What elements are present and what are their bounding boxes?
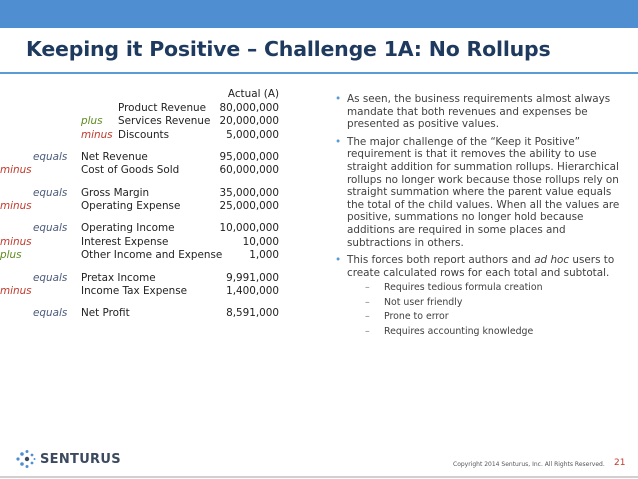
statement-row (0, 151, 300, 165)
line-item-value: 9,991,000 (226, 271, 279, 284)
column-header-actual: Actual (A) (227, 88, 279, 100)
operator-equals: equals (33, 150, 68, 163)
statement-row (0, 129, 300, 143)
line-item-label: Discounts (118, 128, 170, 141)
bullet-item (332, 254, 622, 337)
group-gap (0, 214, 300, 223)
sub-bullet-item (347, 297, 622, 309)
statement-row (0, 236, 300, 250)
senturus-logo (14, 448, 121, 470)
logo-mark-icon (14, 448, 36, 470)
line-item-label: Operating Expense (81, 200, 181, 213)
line-item-value: 80,000,000 (219, 101, 279, 114)
line-item-label: Gross Margin (81, 186, 150, 199)
statement-row (0, 272, 300, 286)
operator-minus: minus (0, 200, 32, 213)
income-statement (0, 88, 300, 321)
dash-icon: – (365, 296, 370, 308)
line-item-label: Net Profit (81, 307, 130, 320)
dash-icon: – (365, 282, 370, 294)
operator-minus: minus (0, 164, 32, 177)
operator-equals: equals (33, 271, 68, 284)
top-accent-bar (0, 0, 638, 28)
bullet-dot-icon: • (335, 93, 342, 105)
statement-row (0, 285, 300, 299)
line-item-label: Services Revenue (118, 115, 211, 128)
line-item-value: 60,000,000 (219, 164, 279, 177)
bullet-list (332, 93, 622, 342)
statement-row (0, 200, 300, 214)
dash-icon: – (365, 325, 370, 337)
line-item-label: Operating Income (81, 222, 175, 235)
line-item-value: 1,000 (249, 249, 279, 262)
operator-equals: equals (33, 307, 68, 320)
bullet-dot-icon: • (335, 254, 342, 267)
line-item-value: 5,000,000 (226, 128, 279, 141)
operator-minus: minus (0, 285, 32, 298)
group-gap (0, 142, 300, 151)
line-item-value: 10,000,000 (219, 222, 279, 235)
line-item-label: Pretax Income (81, 271, 156, 284)
sub-bullet-item (347, 282, 622, 294)
line-item-label: Interest Expense (81, 235, 169, 248)
statement-row (0, 222, 300, 236)
bullet-item (332, 93, 622, 131)
line-item-label: Product Revenue (118, 101, 207, 114)
group-gap (0, 178, 300, 187)
operator-minus: minus (81, 128, 113, 141)
statement-header-row (0, 88, 300, 102)
copyright-text: Copyright 2014 Senturus, Inc. All Rights Reserved. (453, 461, 605, 468)
sub-bullet-text: Requires accounting knowledge (384, 325, 534, 337)
bullet-text: The major challenge of the “Keep it Positive” requirement is that it removes the ability to use straight addition for summation rollups. Hierarchical rollups no longer work because those rollups rely on straight summation where the parent value equals the total of the child values. When all the values are positive, summations no longer hold because additions are required in some places and subtractions in others. (347, 135, 620, 249)
line-item-value: 20,000,000 (219, 115, 279, 128)
line-item-value: 25,000,000 (219, 200, 279, 213)
bullet-text: As seen, the business requirements almost always mandate that both revenues and expenses be presented as positive values. (347, 93, 611, 131)
dash-icon: – (365, 311, 370, 323)
statement-row (0, 115, 300, 129)
bottom-divider (0, 476, 638, 478)
operator-minus: minus (0, 235, 32, 248)
line-item-value: 35,000,000 (219, 186, 279, 199)
statement-row (0, 307, 300, 321)
statement-row (0, 249, 300, 263)
line-item-value: 8,591,000 (226, 307, 279, 320)
title-divider (0, 72, 638, 74)
line-item-label: Income Tax Expense (81, 285, 188, 298)
line-item-value: 95,000,000 (219, 150, 279, 163)
line-item-label: Cost of Goods Sold (81, 164, 180, 177)
line-item-label: Other Income and Expense (81, 249, 223, 262)
statement-row (0, 102, 300, 116)
statement-row (0, 187, 300, 201)
group-gap (0, 263, 300, 272)
sub-bullet-text: Prone to error (384, 311, 449, 323)
line-item-value: 1,400,000 (226, 285, 279, 298)
logo-wordmark: SENTURUS (40, 451, 121, 467)
slide-title: Keeping it Positive – Challenge 1A: No Rollups (26, 37, 551, 61)
emphasis-text: ad hoc (534, 254, 570, 267)
page-number: 21 (614, 458, 626, 468)
sub-bullet-text: Requires tedious formula creation (384, 282, 543, 294)
operator-plus: plus (0, 249, 22, 262)
bullet-text: This forces both report authors and ad hoc users to create calculated rows for each total and subtotal. (347, 254, 615, 279)
line-item-value: 10,000 (242, 235, 279, 248)
statement-row (0, 164, 300, 178)
operator-equals: equals (33, 222, 68, 235)
sub-bullet-item (347, 326, 622, 338)
group-gap (0, 299, 300, 308)
line-item-label: Net Revenue (81, 150, 148, 163)
operator-equals: equals (33, 186, 68, 199)
bullet-item (332, 136, 622, 249)
bullet-dot-icon: • (335, 135, 342, 148)
sub-bullet-text: Not user friendly (384, 296, 463, 308)
operator-plus: plus (81, 115, 103, 128)
sub-bullet-item (347, 311, 622, 323)
